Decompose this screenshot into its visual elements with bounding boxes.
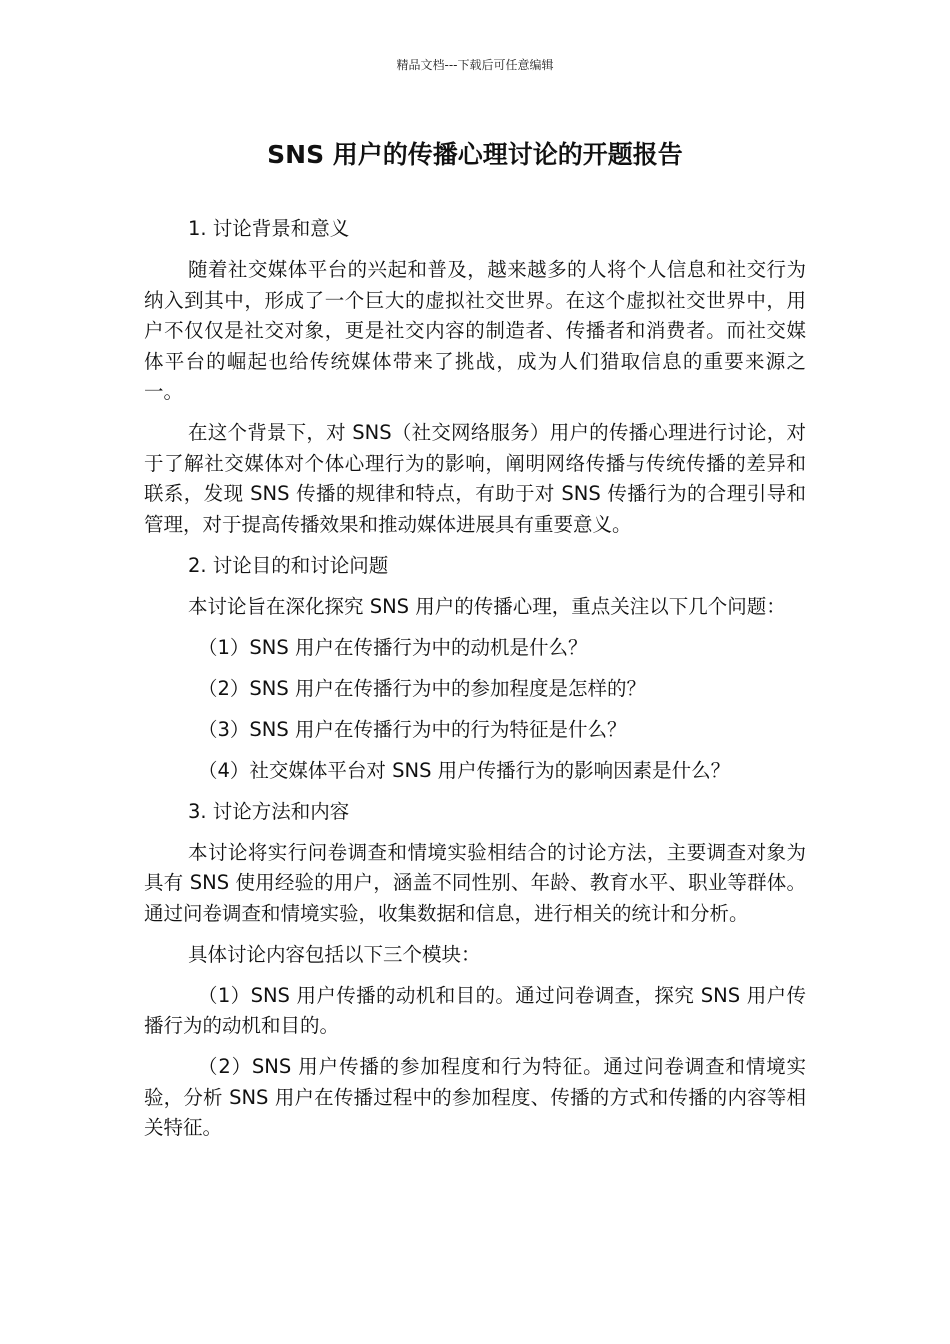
- section-3-paragraph: 本讨论将实行问卷调查和情境实验相结合的讨论方法，主要调查对象为具有 SNS 使用经验的用户，涵盖不同性别、年龄、教育水平、职业等群体。通过问卷调查和情境实验，收集数据和信息，进行相关的统计和分析。: [144, 840, 806, 925]
- module-item: （2）SNS 用户传播的参加程度和行为特征。通过问卷调查和情境实验，分析 SNS 用户在传播过程中的参加程度、传播的方式和传播的内容等相关特征。: [144, 1055, 806, 1139]
- section-1-heading: 1. 讨论背景和意义: [188, 217, 350, 240]
- document-body: [144, 214, 806, 1154]
- header-note: 精品文档---下载后可任意编辑: [396, 58, 554, 72]
- document-title: SNS 用户的传播心理讨论的开题报告: [267, 140, 683, 169]
- section-2-heading: 2. 讨论目的和讨论问题: [188, 553, 389, 577]
- section-3-heading: 3. 讨论方法和内容: [188, 799, 350, 823]
- question-item: （3）SNS 用户在传播行为中的行为特征是什么？: [198, 717, 627, 741]
- question-item: （4）社交媒体平台对 SNS 用户传播行为的影响因素是什么？: [198, 758, 731, 782]
- section-1-paragraph: 在这个背景下，对 SNS（社交网络服务）用户的传播心理进行讨论，对于了解社交媒体对个体心理行为的影响，阐明网络传播与传统传播的差异和联系，发现 SNS 传播的规律和特点，有助于对 SNS 传播行为的合理引导和管理，对于提高传播效果和推动媒体进展具有重要意义。: [144, 421, 806, 536]
- question-item: （1）SNS 用户在传播行为中的动机是什么？: [198, 635, 588, 659]
- question-item: （2）SNS 用户在传播行为中的参加程度是怎样的？: [198, 676, 646, 700]
- section-3-paragraph: 具体讨论内容包括以下三个模块：: [188, 942, 481, 966]
- section-2-intro: 本讨论旨在深化探究 SNS 用户的传播心理，重点关注以下几个问题：: [188, 594, 786, 618]
- section-1-paragraph: 随着社交媒体平台的兴起和普及，越来越多的人将个人信息和社交行为纳入到其中，形成了一个巨大的虚拟社交世界。在这个虚拟社交世界中，用户不仅仅是社交对象，更是社交内容的制造者、传播者和消费者。而社交媒体平台的崛起也给传统媒体带来了挑战，成为人们猎取信息的重要来源之一。: [144, 258, 806, 403]
- module-item: （1）SNS 用户传播的动机和目的。通过问卷调查，探究 SNS 用户传播行为的动机和目的。: [144, 983, 806, 1037]
